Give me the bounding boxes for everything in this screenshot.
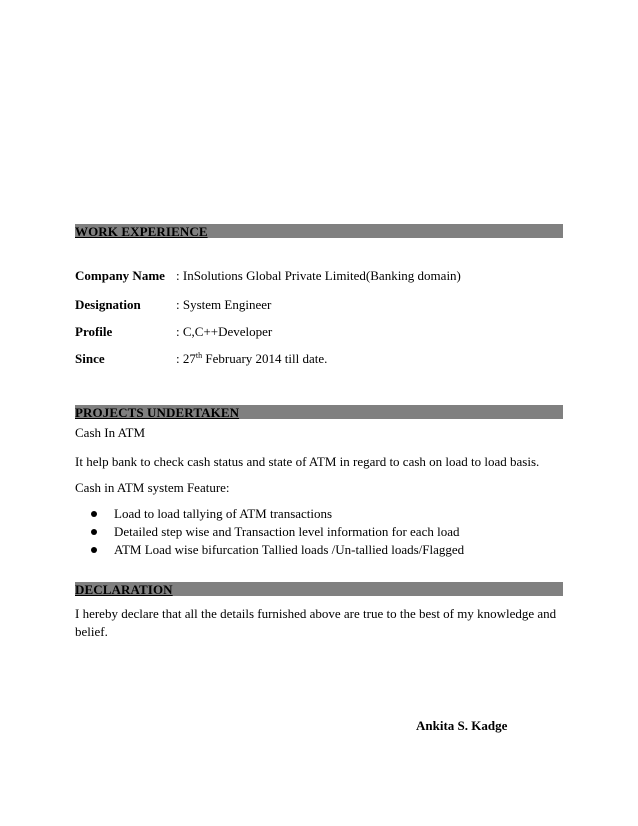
features-list — [75, 505, 464, 559]
since-value — [176, 351, 327, 367]
profile-label: Profile — [75, 324, 113, 339]
project-description: It help bank to check cash status and state of ATM in regard to cash on load to load basis. — [75, 454, 540, 469]
projects-heading — [75, 405, 563, 419]
feature-text: Load to load tallying of ATM transactions — [114, 506, 333, 521]
since-value-suffix: February 2014 till date. — [202, 351, 328, 366]
declaration-heading-text: DECLARATION — [75, 582, 173, 597]
designation-value: : System Engineer — [176, 297, 272, 312]
list-item — [75, 505, 464, 523]
bullet-icon — [91, 547, 97, 553]
signature-name: Ankita S. Kadge — [416, 718, 508, 733]
feature-text: ATM Load wise bifurcation Tallied loads /Un-tallied loads/Flagged — [114, 542, 465, 557]
company-label: Company Name — [75, 268, 165, 283]
bullet-icon — [91, 529, 97, 535]
since-value-prefix: : 27 — [176, 351, 196, 366]
project-name: Cash In ATM — [75, 425, 146, 440]
feature-text: Detailed step wise and Transaction level information for each load — [114, 524, 460, 539]
list-item — [75, 523, 464, 541]
features-title: Cash in ATM system Feature: — [75, 480, 230, 495]
profile-value: : C,C++Developer — [176, 324, 273, 339]
list-item — [75, 541, 464, 559]
since-label: Since — [75, 351, 105, 366]
since-value-ordinal: th — [195, 351, 203, 360]
designation-label: Designation — [75, 297, 141, 312]
bullet-icon — [91, 511, 97, 517]
work-experience-heading — [75, 224, 563, 238]
declaration-text: I hereby declare that all the details furnished above are true to the best of my knowledge and belief. — [75, 606, 557, 639]
declaration-heading — [75, 582, 563, 596]
work-experience-heading-text: WORK EXPERIENCE — [75, 224, 208, 239]
company-value: : InSolutions Global Private Limited(Banking domain) — [176, 268, 461, 283]
projects-heading-text: PROJECTS UNDERTAKEN — [75, 405, 240, 420]
